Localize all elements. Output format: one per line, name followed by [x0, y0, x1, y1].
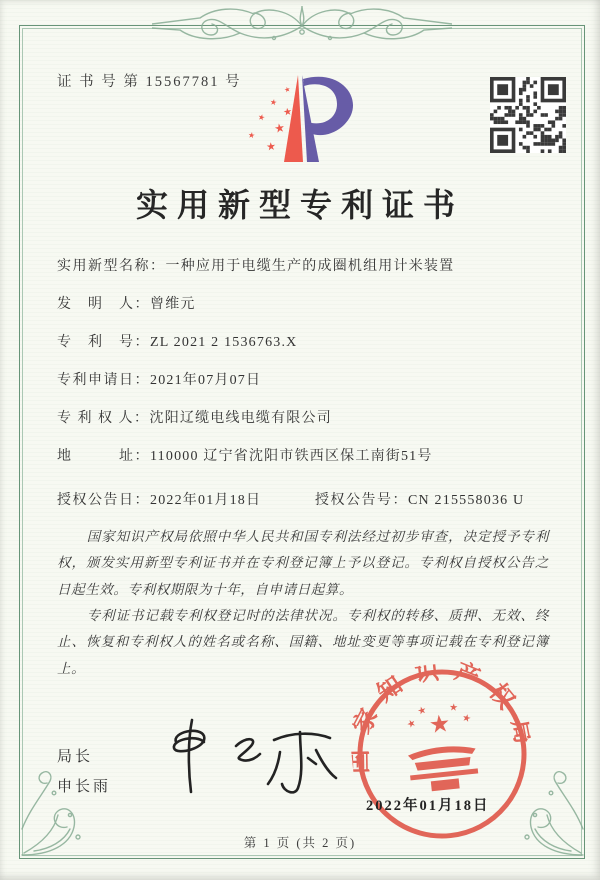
certificate-number: 证 书 号 第 15567781 号	[57, 74, 242, 90]
field-utility-model-name	[57, 256, 552, 294]
svg-text:★: ★	[416, 704, 428, 718]
field-value: 曾维元	[150, 297, 196, 312]
field-value: 沈阳辽缆电线电缆有限公司	[149, 411, 332, 426]
field-value: ZL 2021 2 1536763.X	[150, 335, 298, 350]
field-label: 实用新型名称：	[57, 259, 166, 274]
legal-text	[57, 524, 549, 682]
page-number: 第 1 页 (共 2 页)	[243, 836, 357, 850]
cnipa-logo	[238, 72, 362, 168]
svg-text:★: ★	[282, 106, 293, 119]
svg-text:★: ★	[265, 139, 277, 154]
field-patent-number	[57, 332, 552, 370]
seal-text: 国家知识产权局	[346, 657, 539, 774]
seal-emblem	[403, 700, 480, 793]
official-seal	[343, 655, 541, 853]
svg-text:★: ★	[247, 130, 256, 141]
field-label: 专 利 权 人：	[57, 411, 150, 426]
field-label: 地 址：	[57, 449, 150, 464]
field-address	[57, 446, 552, 484]
logo-stars	[247, 85, 293, 153]
svg-text:★: ★	[405, 717, 419, 732]
grant-date	[57, 493, 261, 508]
field-label: 专利申请日：	[57, 373, 150, 388]
top-flourish-ornament	[152, 2, 452, 50]
qr-code	[490, 77, 566, 153]
logo-p-bowl	[303, 77, 353, 135]
field-inventor	[57, 294, 552, 332]
field-label: 发 明 人：	[57, 297, 150, 312]
svg-text:★: ★	[256, 112, 267, 123]
grant-row	[57, 489, 552, 509]
legal-paragraph-1: 国家知识产权局依照中华人民共和国专利法经过初步审查，决定授予专利权，颁发实用新型专利证书并在专利登记簿上予以登记。专利权自授权公告之日起生效。专利权期限为十年，自申请日起算。	[57, 529, 549, 597]
legal-paragraph-2: 专利证书记载专利权登记时的法律状况。专利权的转移、质押、无效、终止、恢复和专利权人的姓名或名称、国籍、地址变更等事项记载在专利登记簿上。	[57, 607, 549, 676]
grant-number-value: CN 215558036 U	[408, 493, 525, 508]
grant-number-label: 授权公告号：	[315, 493, 408, 508]
certificate-title: 实用新型专利证书	[135, 187, 464, 223]
grant-number	[315, 489, 524, 509]
field-value: 110000 辽宁省沈阳市铁西区保工南街51号	[150, 449, 433, 464]
field-patentee	[57, 408, 552, 446]
grant-date-label: 授权公告日：	[57, 493, 150, 508]
field-value: 2021年07月07日	[150, 373, 262, 388]
grant-date-value: 2022年01月18日	[150, 493, 262, 508]
seal-date: 2022年01月18日	[366, 798, 490, 814]
signature-handwriting	[148, 710, 348, 805]
logo-nib-purple	[302, 75, 319, 162]
svg-text:★: ★	[427, 709, 452, 740]
signer-title: 局长	[57, 748, 94, 765]
svg-text:★: ★	[273, 120, 287, 136]
svg-text:★: ★	[269, 97, 278, 108]
signer-name: 申长雨	[57, 778, 112, 795]
field-filing-date	[57, 370, 552, 408]
field-label: 专 利 号：	[57, 335, 150, 350]
signer-block	[57, 742, 111, 802]
svg-text:★: ★	[448, 702, 459, 714]
field-value: 一种应用于电缆生产的成圈机组用计米装置	[165, 259, 455, 274]
field-list	[57, 256, 552, 484]
svg-text:★: ★	[283, 85, 292, 95]
svg-text:★: ★	[460, 712, 473, 726]
